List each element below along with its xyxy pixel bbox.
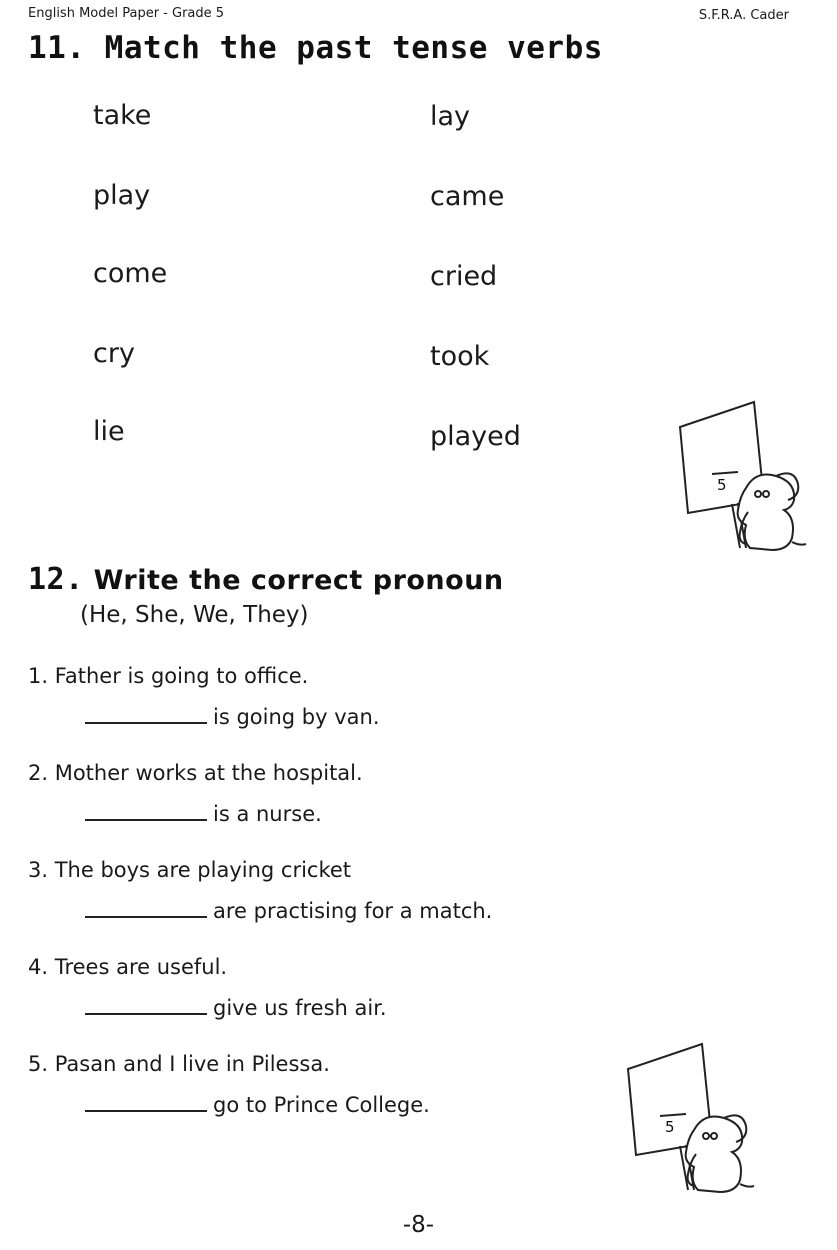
q12-answer-line: [85, 1092, 430, 1117]
q11-right-word: played: [430, 421, 521, 452]
q11-score: 5: [717, 476, 727, 494]
q11-left-word: lie: [93, 416, 125, 447]
answer-blank[interactable]: [85, 995, 207, 1015]
answer-blank[interactable]: [85, 1092, 207, 1112]
answer-rest: is a nurse.: [213, 802, 322, 826]
q12-sentence: 5. Pasan and I live in Pilessa.: [28, 1052, 330, 1076]
answer-rest: go to Prince College.: [213, 1093, 430, 1117]
q11-left-word: play: [93, 180, 151, 211]
page-number: -8-: [402, 1212, 435, 1238]
answer-blank[interactable]: [85, 898, 207, 918]
q12-score: 5: [665, 1118, 675, 1136]
answer-blank[interactable]: [85, 801, 207, 821]
q11-right-word: came: [430, 181, 505, 212]
q11-left-word: cry: [93, 338, 135, 369]
q12-answer-line: [85, 898, 492, 923]
q12-answer-line: [85, 801, 322, 826]
q11-right-word: lay: [430, 101, 471, 132]
answer-blank[interactable]: [85, 704, 207, 724]
q12-title: [28, 562, 504, 597]
q12-sentence: 2. Mother works at the hospital.: [28, 761, 363, 785]
q12-sentence: 1. Father is going to office.: [28, 664, 309, 688]
q12-title-text: Write the correct pronoun: [93, 565, 504, 596]
pronoun-options: (He, She, We, They): [80, 602, 309, 628]
q12-answer-line: [85, 704, 380, 729]
q12-sentence: 4. Trees are useful.: [28, 955, 228, 979]
q11-title: 11. Match the past tense verbs: [28, 30, 603, 66]
q11-left-word: take: [93, 100, 152, 131]
elephant-score-sign: [676, 400, 811, 555]
header-right: S.F.R.A. Cader: [698, 8, 789, 23]
q11-left-word: come: [93, 258, 168, 289]
q12-sentence: 3. The boys are playing cricket: [28, 858, 352, 882]
answer-rest: are practising for a match.: [213, 899, 493, 923]
header-left: English Model Paper - Grade 5: [28, 6, 225, 21]
answer-rest: is going by van.: [213, 705, 380, 729]
answer-rest: give us fresh air.: [213, 996, 387, 1020]
q12-number: 12.: [28, 562, 84, 597]
q11-right-word: took: [430, 341, 490, 372]
q12-answer-line: [85, 995, 387, 1020]
q11-right-word: cried: [430, 261, 498, 292]
elephant-score-sign: [624, 1042, 759, 1197]
